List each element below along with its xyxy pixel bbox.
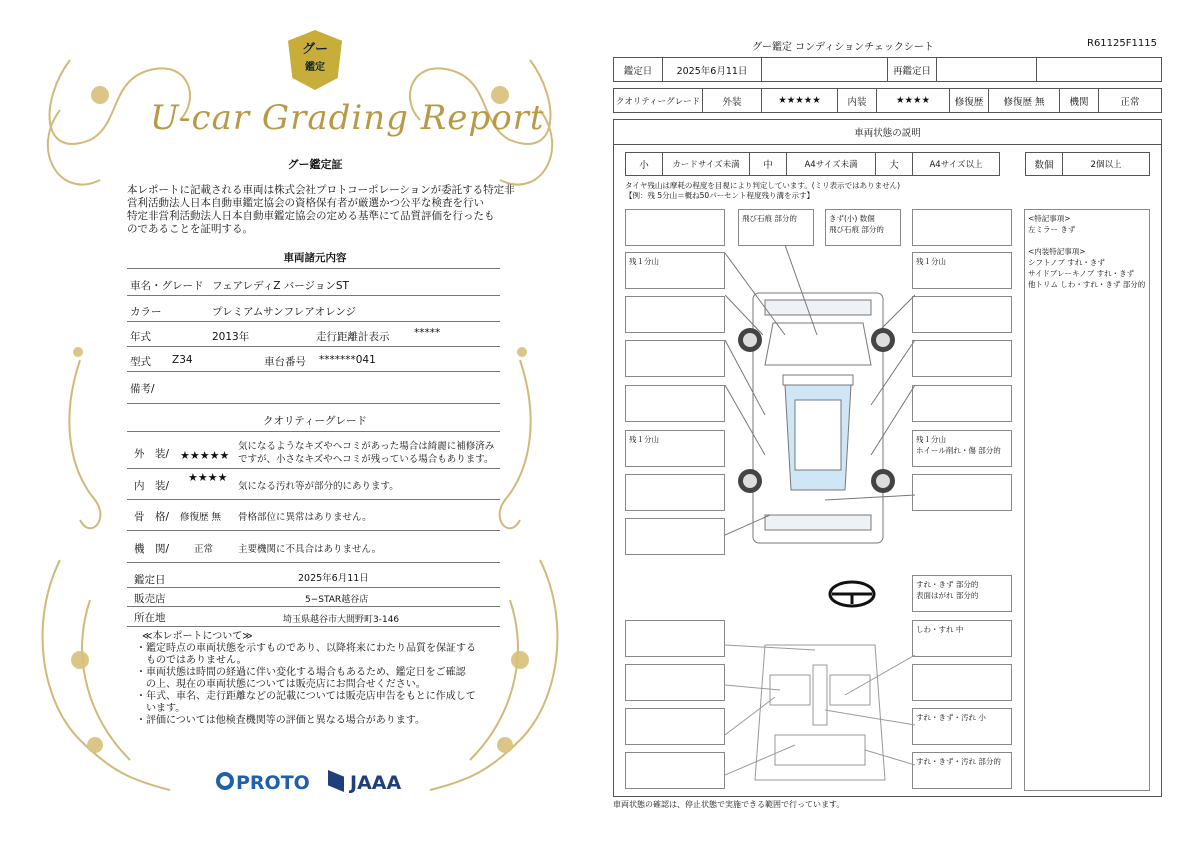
callout-seat: しわ・すれ 中	[912, 620, 1012, 657]
address-value: 埼玉県越谷市大間野町3-146	[283, 615, 400, 625]
repair-history-label: 修復歴	[949, 88, 989, 113]
tire-note: タイヤ残山は摩耗の程度を目視により判定しています。(ミリ表示ではありません)	[625, 181, 901, 190]
callout-empty	[912, 340, 1012, 377]
callout-console: すれ・きず・汚れ 小	[912, 708, 1012, 745]
year-label: 年式	[130, 331, 151, 343]
legend-count-desc: 2個以上	[1062, 152, 1150, 176]
car-top-view-diagram	[725, 245, 915, 555]
report-title: U-car Grading Report	[150, 98, 545, 138]
engine-desc: 主要機関に不具合はありません。	[238, 544, 382, 555]
legend-small: 小	[625, 152, 663, 176]
interior-stars: ★★★★	[188, 471, 228, 484]
callout-tire-rear-right: 残１分山 ホイール削れ・傷 部分的	[912, 430, 1012, 467]
reappraisal-label: 再鑑定日	[887, 57, 937, 82]
callout-tire-rear-left: 残１分山	[625, 430, 725, 467]
callout-empty	[625, 708, 725, 745]
callout-hood: きず(小) 数個 飛び石痕 部分的	[825, 209, 901, 246]
date-label: 鑑定日	[134, 574, 166, 586]
model-label: 型式	[130, 356, 151, 368]
color-label: カラー	[130, 306, 162, 318]
proto-logo: PROTO	[236, 772, 310, 794]
callout-steering: すれ・きず 部分的 表面はがれ 部分的	[912, 575, 1012, 612]
mileage-label: 走行距離計表示	[316, 331, 390, 343]
legend-count: 数個	[1025, 152, 1063, 176]
quality-grade-label: クオリティーグレード	[613, 88, 703, 113]
legend-mid-desc: A4サイズ未満	[786, 152, 876, 176]
exterior-stars: ★★★★★	[180, 449, 230, 462]
appraisal-date-label: 鑑定日	[613, 57, 663, 82]
callout-empty	[625, 752, 725, 789]
callout-empty	[625, 296, 725, 333]
color-value: プレミアムサンフレアオレンジ	[212, 306, 357, 318]
callout-empty	[912, 385, 1012, 422]
interior-diagram	[725, 635, 915, 785]
reappraisal-value	[936, 57, 1037, 82]
report-notes: ≪本レポートについて≫ ・鑑定時点の車両状態を示すものであり、以降将来にわたり品質を保証する ものではありません。 ・車両状態は時間の経過に伴い変化する場合もあるため、鑑定日をご確認 の上、現在の車両状態については販売店にお問合せください。 ・年式、車名、走行距離などの記載については販売店申告をもとに作成して います。 ・評価については他検査機関等の評価と異なる場合があります。	[136, 631, 476, 726]
callout-empty	[625, 474, 725, 511]
callout-empty	[912, 664, 1012, 701]
callout-empty	[912, 209, 1012, 246]
jaaa-logo: JAAA	[350, 772, 402, 794]
special-notes: <特記事項> 左ミラー きず <内装特記事項> シフトノブ すれ・きず サイドブレーキノブ すれ・きず 他トリム しわ・すれ・きず 部分的	[1024, 209, 1150, 791]
engine-value: 正常	[194, 544, 214, 555]
steering-wheel-icon	[828, 580, 876, 608]
specs-heading: 車両諸元内容	[283, 252, 347, 264]
callout-empty	[625, 664, 725, 701]
sheet-title: グー鑑定 コンディションチェックシート	[752, 42, 934, 53]
callout-rear-seat: すれ・きず・汚れ 部分的	[912, 752, 1012, 789]
callout-tire-front-right: 残１分山	[912, 252, 1012, 289]
callout-front-bumper: 飛び石痕 部分的	[738, 209, 814, 246]
callout-tire-front-left: 残１分山	[625, 252, 725, 289]
sheet-code: R61125F1115	[1087, 38, 1157, 49]
date-value: 2025年6月11日	[298, 573, 369, 584]
callout-empty	[625, 518, 725, 555]
certificate-heading: グー鑑定証	[287, 158, 343, 171]
exterior-desc: 気になるようなキズやヘコミがあった場合は綺麗に補修済み ですが、小さなキズやヘコミが残っている場合もあります。	[238, 441, 495, 465]
chassis-label: 車台番号	[264, 356, 306, 368]
callout-empty	[912, 474, 1012, 511]
quality-heading: クオリティーグレード	[263, 415, 367, 427]
legend-large-desc: A4サイズ以上	[912, 152, 1000, 176]
frame-label: 骨 格/	[134, 511, 170, 523]
callout-empty	[625, 620, 725, 657]
model-value: Z34	[172, 354, 193, 366]
legend-large: 大	[875, 152, 913, 176]
frame-desc: 骨格部位に異常はありません。	[238, 512, 372, 523]
exterior-stars: ★★★★★	[761, 88, 838, 113]
blank-cell	[761, 57, 888, 82]
year-value: 2013年	[212, 331, 250, 343]
frame-value: 修復歴 無	[180, 512, 222, 523]
legend-small-desc: カードサイズ未満	[662, 152, 750, 176]
callout-empty	[625, 340, 725, 377]
interior-label: 内 装/	[134, 480, 170, 492]
intro-text: 本レポートに記載される車両は株式会社プロトコーポレーションが委託する特定非 営利活動法人日本自動車鑑定協会の資格保有者が厳選かつ公平な検査を行い 特定非営利活動法人日本自動車鑑定協会の定める基準にて品質評価を行ったも のであることを証明する。	[127, 184, 515, 235]
callout-empty	[625, 385, 725, 422]
badge-top: グー	[301, 42, 328, 57]
callout-empty	[625, 209, 725, 246]
shop-label: 販売店	[134, 593, 166, 605]
tire-note-example: 【例：残 5分山＝概ね50パーセント程度残り溝を示す】	[625, 191, 815, 200]
interior-stars: ★★★★	[876, 88, 950, 113]
proto-logo-icon	[216, 772, 234, 790]
interior-label: 内装	[837, 88, 877, 113]
exterior-label: 外装	[702, 88, 762, 113]
blank-cell	[1036, 57, 1162, 82]
section-title: 車両状態の説明	[613, 119, 1162, 145]
remarks-label: 備考/	[130, 383, 155, 395]
badge-bottom: 鑑定	[305, 62, 325, 73]
repair-history-value: 修復歴 無	[988, 88, 1060, 113]
chassis-value: *******041	[319, 354, 376, 366]
address-label: 所在地	[134, 612, 166, 624]
car-name-value: フェアレディZ バージョンST	[212, 280, 349, 292]
exterior-label: 外 装/	[134, 448, 170, 460]
engine-label: 機 関/	[134, 543, 170, 555]
sheet-footer: 車両状態の確認は、停止状態で実施できる範囲で行っています。	[613, 800, 845, 809]
legend-mid: 中	[749, 152, 787, 176]
appraisal-date-value: 2025年6月11日	[662, 57, 762, 82]
engine-label: 機関	[1059, 88, 1099, 113]
engine-value: 正常	[1098, 88, 1162, 113]
interior-desc: 気になる汚れ等が部分的にあります。	[238, 481, 399, 492]
callout-empty	[912, 296, 1012, 333]
shop-value: 5−STAR越谷店	[305, 595, 369, 605]
car-name-label: 車名・グレード	[130, 280, 204, 292]
mileage-value: *****	[414, 327, 441, 339]
